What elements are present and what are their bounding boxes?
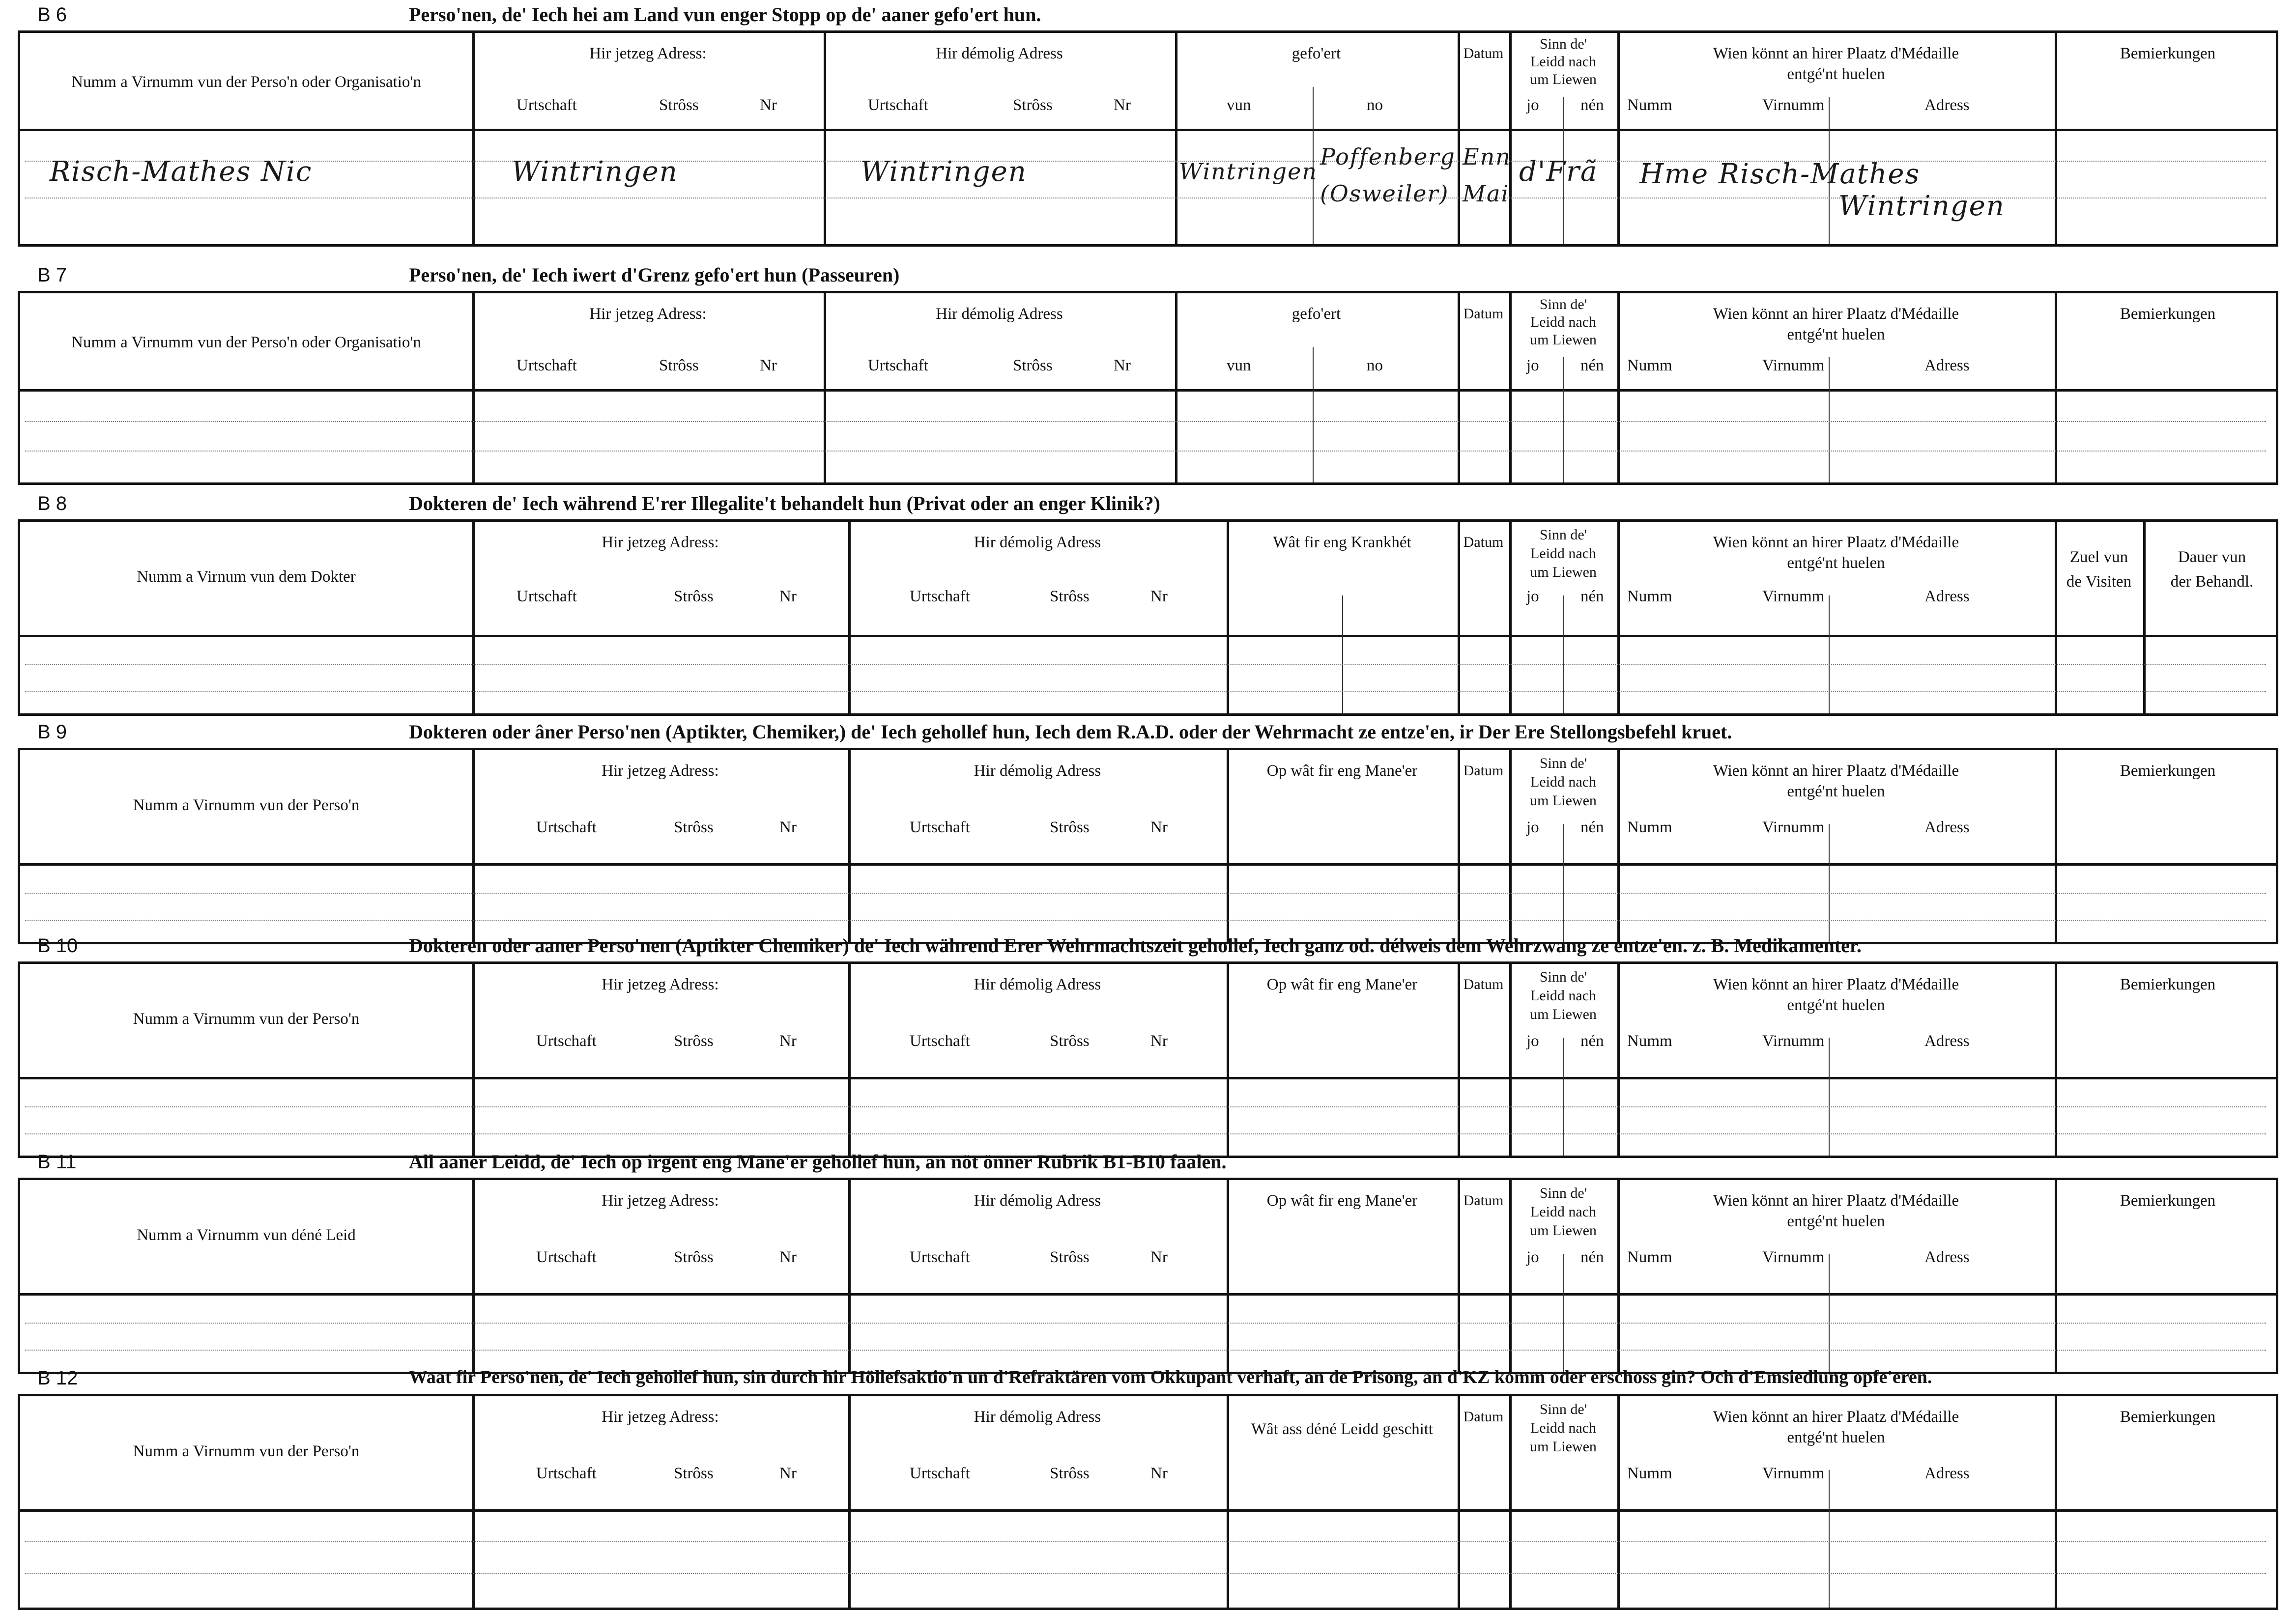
stross-label: Strôss (674, 1465, 714, 1482)
urtschaft-label: Urtschaft (910, 1248, 970, 1266)
medaille-header-1: Wien könnt an hirer Plaatz d'Médaille (1713, 45, 1959, 62)
urtschaft-label: Urtschaft (910, 1032, 970, 1050)
sinn-header-1: Sinn de' (1539, 1185, 1587, 1201)
section-title: Dokteren de' Iech während E'rer Illegalite't behandelt hun (Privat oder an enger Klinik?) (409, 492, 1160, 514)
demolig-adress-header: Hir démolig Adress (974, 976, 1101, 993)
section-header (18, 260, 2278, 291)
bemierkungen-header: Bemierkungen (2120, 762, 2216, 780)
urtschaft-label: Urtschaft (536, 819, 597, 836)
nr-label: Nr (1150, 1465, 1168, 1482)
demolig-adress-header: Hir démolig Adress (974, 534, 1101, 551)
jo-label: jo (1526, 819, 1539, 836)
bemierkungen-header: Bemierkungen (2120, 976, 2216, 993)
stross-label: Strôss (1050, 819, 1090, 836)
stross-label: Strôss (674, 819, 714, 836)
section-table (18, 748, 2278, 944)
stross-label: Strôss (674, 588, 714, 605)
nr-label: Nr (779, 1032, 797, 1050)
nen-label: nén (1580, 1032, 1604, 1050)
section-title: Dokteren oder âner Perso'nen (Aptikter, Chemiker,) de' Iech gehollef hun, Iech dem R.A.D. oder der Wehrmacht ze entze'en, ir Der Ere Stellongsbefehl kruet. (409, 721, 1732, 743)
numm-label: Numm (1627, 1032, 1672, 1050)
section-id: B 6 (37, 4, 67, 26)
sinn-header-2: Leidd nach (1530, 1204, 1597, 1220)
section-table (18, 1178, 2278, 1374)
urtschaft-label: Urtschaft (868, 96, 928, 114)
section-title: Waat fir Perso'nen, de' Iech gehollef hun, sin durch hir Höllefsaktio'n un d'Refraktären vom Okkupant verhaft, an de Prisong, an d'KZ komm oder erschoss gin? Och d'Emsiedlung opfe'eren. (409, 1367, 1932, 1387)
sinn-header-3: um Liewen (1530, 332, 1597, 348)
nen-label: nén (1580, 1248, 1604, 1266)
bemierkungen-header: Bemierkungen (2120, 45, 2216, 62)
medaille-header-2: entgé'nt huelen (1787, 783, 1885, 800)
gefoert-header: gefo'ert (1292, 45, 1341, 62)
adress-label: Adress (1924, 819, 1970, 836)
nr-label: Nr (779, 588, 797, 605)
jetzeg-adress-header: Hir jetzeg Adress: (589, 45, 707, 62)
numm-label: Numm (1627, 588, 1672, 605)
bemierkungen-header: Bemierkungen (2120, 1192, 2216, 1210)
demolig-adress-header: Hir démolig Adress (974, 1408, 1101, 1426)
urtschaft-label: Urtschaft (910, 588, 970, 605)
dauer-header-1: Dauer vun (2178, 548, 2246, 566)
medaille-header-1: Wien könnt an hirer Plaatz d'Médaille (1713, 1408, 1959, 1426)
zuel-header-1: Zuel vun (2069, 548, 2128, 566)
sinn-header-3: um Liewen (1530, 71, 1597, 87)
sinn-header-2: Leidd nach (1530, 314, 1597, 330)
medaille-header-2: entgé'nt huelen (1787, 554, 1885, 572)
medaille-header-1: Wien könnt an hirer Plaatz d'Médaille (1713, 305, 1959, 323)
stross-label: Strôss (674, 1032, 714, 1050)
datum-header: Datum (1463, 1192, 1504, 1209)
handwritten-jetzeg-adress: Wintringen (512, 156, 678, 188)
name-column-header: Numm a Virnumm vun der Perso'n (133, 1010, 360, 1028)
urtschaft-label: Urtschaft (517, 96, 577, 114)
nr-label: Nr (1150, 588, 1168, 605)
sinn-header-2: Leidd nach (1530, 54, 1597, 70)
handwritten-medaille-adress: Wintringen (1838, 190, 2005, 222)
virnumm-label: Virnumm (1762, 1248, 1825, 1266)
numm-label: Numm (1627, 357, 1672, 374)
urtschaft-label: Urtschaft (517, 588, 577, 605)
virnumm-label: Virnumm (1762, 1465, 1825, 1482)
demolig-adress-header: Hir démolig Adress (974, 1192, 1101, 1210)
urtschaft-label: Urtschaft (517, 357, 577, 374)
section-header (18, 1147, 2278, 1178)
bemierkungen-header: Bemierkungen (2120, 305, 2216, 323)
urtschaft-label: Urtschaft (910, 1465, 970, 1482)
stross-label: Strôss (659, 357, 699, 374)
medaille-header-2: entgé'nt huelen (1787, 1429, 1885, 1446)
section-header (18, 0, 2278, 30)
numm-label: Numm (1627, 1465, 1672, 1482)
sinn-header-1: Sinn de' (1539, 296, 1587, 312)
name-column-header: Numm a Virnumm vun der Perso'n oder Organisatio'n (71, 73, 421, 91)
urtschaft-label: Urtschaft (910, 819, 970, 836)
adress-label: Adress (1924, 588, 1970, 605)
name-column-header: Numm a Virnumm vun der Perso'n oder Organisatio'n (71, 334, 421, 351)
nr-label: Nr (1114, 357, 1131, 374)
section-table (18, 519, 2278, 716)
no-label: no (1367, 96, 1383, 114)
section-table (18, 30, 2278, 247)
numm-label: Numm (1627, 819, 1672, 836)
stross-label: Strôss (674, 1248, 714, 1266)
datum-header: Datum (1463, 763, 1504, 779)
jetzeg-adress-header: Hir jetzeg Adress: (602, 1192, 719, 1210)
nr-label: Nr (1114, 96, 1131, 114)
section-title: Dokteren oder aaner Perso'nen (Aptikter Chemiker) de' Iech während Erer Wehrmachtszeit gehollef, Iech ganz od. délweis dem Wehrzwang ze entze'en. z. B. Medikamenter. (409, 934, 1862, 957)
demolig-adress-header: Hir démolig Adress (974, 762, 1101, 780)
medaille-header-2: entgé'nt huelen (1787, 326, 1885, 343)
section-id: B 10 (37, 935, 78, 957)
jo-label: jo (1526, 1248, 1539, 1266)
numm-label: Numm (1627, 1248, 1672, 1266)
adress-label: Adress (1924, 1465, 1970, 1482)
virnumm-label: Virnumm (1762, 96, 1825, 114)
nen-label: nén (1580, 588, 1604, 605)
handwritten-datum-2: Mai (1463, 180, 1510, 207)
adress-label: Adress (1924, 1248, 1970, 1266)
stross-label: Strôss (1013, 357, 1053, 374)
datum-header: Datum (1463, 306, 1504, 322)
virnumm-label: Virnumm (1762, 1032, 1825, 1050)
wat-ass-header: Wât ass déné Leidd geschitt (1251, 1420, 1434, 1438)
jetzeg-adress-header: Hir jetzeg Adress: (602, 762, 719, 780)
sinn-header-1: Sinn de' (1539, 969, 1587, 985)
jetzeg-adress-header: Hir jetzeg Adress: (589, 305, 707, 323)
demolig-adress-header: Hir démolig Adress (936, 305, 1063, 323)
section-id: B 12 (37, 1367, 78, 1389)
nr-label: Nr (760, 357, 777, 374)
section-id: B 11 (37, 1151, 77, 1173)
datum-header: Datum (1463, 1409, 1504, 1425)
sinn-header-2: Leidd nach (1530, 1420, 1597, 1436)
section-header (18, 1363, 2278, 1394)
nr-label: Nr (1150, 1032, 1168, 1050)
virnumm-label: Virnumm (1762, 357, 1825, 374)
section-header (18, 931, 2278, 961)
handwritten-demolig-adress: Wintringen (861, 156, 1027, 188)
vun-label: vun (1227, 96, 1251, 114)
urtschaft-label: Urtschaft (536, 1465, 597, 1482)
jo-label: jo (1526, 357, 1539, 374)
handwritten-medaille-name: Hme Risch-Mathes (1639, 158, 1921, 190)
no-label: no (1367, 357, 1383, 374)
sinn-header-2: Leidd nach (1530, 545, 1597, 562)
section-table (18, 961, 2278, 1158)
nr-label: Nr (760, 96, 777, 114)
nr-label: Nr (1150, 819, 1168, 836)
bemierkungen-header: Bemierkungen (2120, 1408, 2216, 1426)
section-header (18, 489, 2278, 519)
virnumm-label: Virnumm (1762, 819, 1825, 836)
adress-label: Adress (1924, 1032, 1970, 1050)
gefoert-header: gefo'ert (1292, 305, 1341, 323)
section-title: Perso'nen, de' Iech iwert d'Grenz gefo'ert hun (Passeuren) (409, 264, 900, 286)
zuel-header-2: de Visiten (2066, 573, 2132, 591)
datum-header: Datum (1463, 534, 1504, 550)
sinn-header-1: Sinn de' (1539, 1401, 1587, 1417)
handwritten-name: Risch-Mathes Nic (50, 156, 313, 188)
datum-header: Datum (1463, 45, 1504, 61)
op-wat-header: Op wât fir eng Mane'er (1266, 1192, 1418, 1210)
stross-label: Strôss (1050, 1032, 1090, 1050)
op-wat-header: Op wât fir eng Mane'er (1266, 976, 1418, 993)
numm-label: Numm (1627, 96, 1672, 114)
sinn-header-2: Leidd nach (1530, 988, 1597, 1004)
sinn-header-3: um Liewen (1530, 1439, 1597, 1455)
name-column-header: Numm a Virnumm vun der Perso'n (133, 796, 360, 814)
adress-label: Adress (1924, 357, 1970, 374)
urtschaft-label: Urtschaft (868, 357, 928, 374)
demolig-adress-header: Hir démolig Adress (936, 45, 1063, 62)
sinn-header-1: Sinn de' (1539, 527, 1587, 543)
sinn-header-3: um Liewen (1530, 1222, 1597, 1239)
nr-label: Nr (1150, 1248, 1168, 1266)
virnumm-label: Virnumm (1762, 588, 1825, 605)
stross-label: Strôss (1050, 588, 1090, 605)
op-wat-header: Op wât fir eng Mane'er (1266, 762, 1418, 780)
nen-label: nén (1580, 96, 1604, 114)
handwritten-vun: Wintringen (1179, 158, 1318, 185)
sinn-header-1: Sinn de' (1539, 36, 1587, 52)
urtschaft-label: Urtschaft (536, 1032, 597, 1050)
handwritten-jo: d'Frã (1519, 156, 1598, 188)
vun-label: vun (1227, 357, 1251, 374)
medaille-header-2: entgé'nt huelen (1787, 996, 1885, 1014)
adress-label: Adress (1924, 96, 1970, 114)
section-title: All aaner Leidd, de' Iech op irgent eng Mane'er gehollef hun, an nöt önner Rubrik B1-B10 faalen. (409, 1151, 1227, 1173)
jo-label: jo (1526, 1032, 1539, 1050)
jo-label: jo (1526, 588, 1539, 605)
name-column-header: Numm a Virnum vun dem Dokter (137, 568, 356, 586)
section-title: Perso'nen, de' Iech hei am Land vun enger Stopp op de' aaner gefo'ert hun. (409, 3, 1041, 26)
sinn-header-2: Leidd nach (1530, 774, 1597, 790)
name-column-header: Numm a Virnumm vun déné Leid (137, 1226, 356, 1244)
urtschaft-label: Urtschaft (536, 1248, 597, 1266)
nr-label: Nr (779, 1248, 797, 1266)
medaille-header-2: entgé'nt huelen (1787, 65, 1885, 83)
section-header (18, 717, 2278, 748)
section-table (18, 1394, 2278, 1610)
medaille-header-1: Wien könnt an hirer Plaatz d'Médaille (1713, 762, 1959, 780)
medaille-header-1: Wien könnt an hirer Plaatz d'Médaille (1713, 976, 1959, 993)
krankheet-header: Wât fir eng Krankhét (1273, 534, 1411, 551)
jo-label: jo (1526, 96, 1539, 114)
handwritten-no-1: Poffenberg (1320, 143, 1456, 170)
stross-label: Strôss (1050, 1248, 1090, 1266)
jetzeg-adress-header: Hir jetzeg Adress: (602, 1408, 719, 1426)
section-id: B 8 (37, 493, 67, 514)
stross-label: Strôss (659, 96, 699, 114)
jetzeg-adress-header: Hir jetzeg Adress: (602, 534, 719, 551)
stross-label: Strôss (1050, 1465, 1090, 1482)
nen-label: nén (1580, 819, 1604, 836)
nen-label: nén (1580, 357, 1604, 374)
section-id: B 7 (37, 264, 67, 286)
stross-label: Strôss (1013, 96, 1053, 114)
nr-label: Nr (779, 819, 797, 836)
sinn-header-3: um Liewen (1530, 1006, 1597, 1022)
jetzeg-adress-header: Hir jetzeg Adress: (602, 976, 719, 993)
section-table (18, 291, 2278, 485)
section-id: B 9 (37, 721, 67, 743)
handwritten-no-2: (Osweiler) (1320, 180, 1449, 207)
medaille-header-1: Wien könnt an hirer Plaatz d'Médaille (1713, 534, 1959, 551)
medaille-header-2: entgé'nt huelen (1787, 1213, 1885, 1230)
datum-header: Datum (1463, 976, 1504, 992)
dauer-header-2: der Behandl. (2170, 573, 2254, 591)
sinn-header-3: um Liewen (1530, 564, 1597, 580)
sinn-header-1: Sinn de' (1539, 755, 1587, 771)
sinn-header-3: um Liewen (1530, 792, 1597, 809)
medaille-header-1: Wien könnt an hirer Plaatz d'Médaille (1713, 1192, 1959, 1210)
nr-label: Nr (779, 1465, 797, 1482)
handwritten-datum-1: Enn (1463, 143, 1511, 170)
name-column-header: Numm a Virnumm vun der Perso'n (133, 1442, 360, 1460)
